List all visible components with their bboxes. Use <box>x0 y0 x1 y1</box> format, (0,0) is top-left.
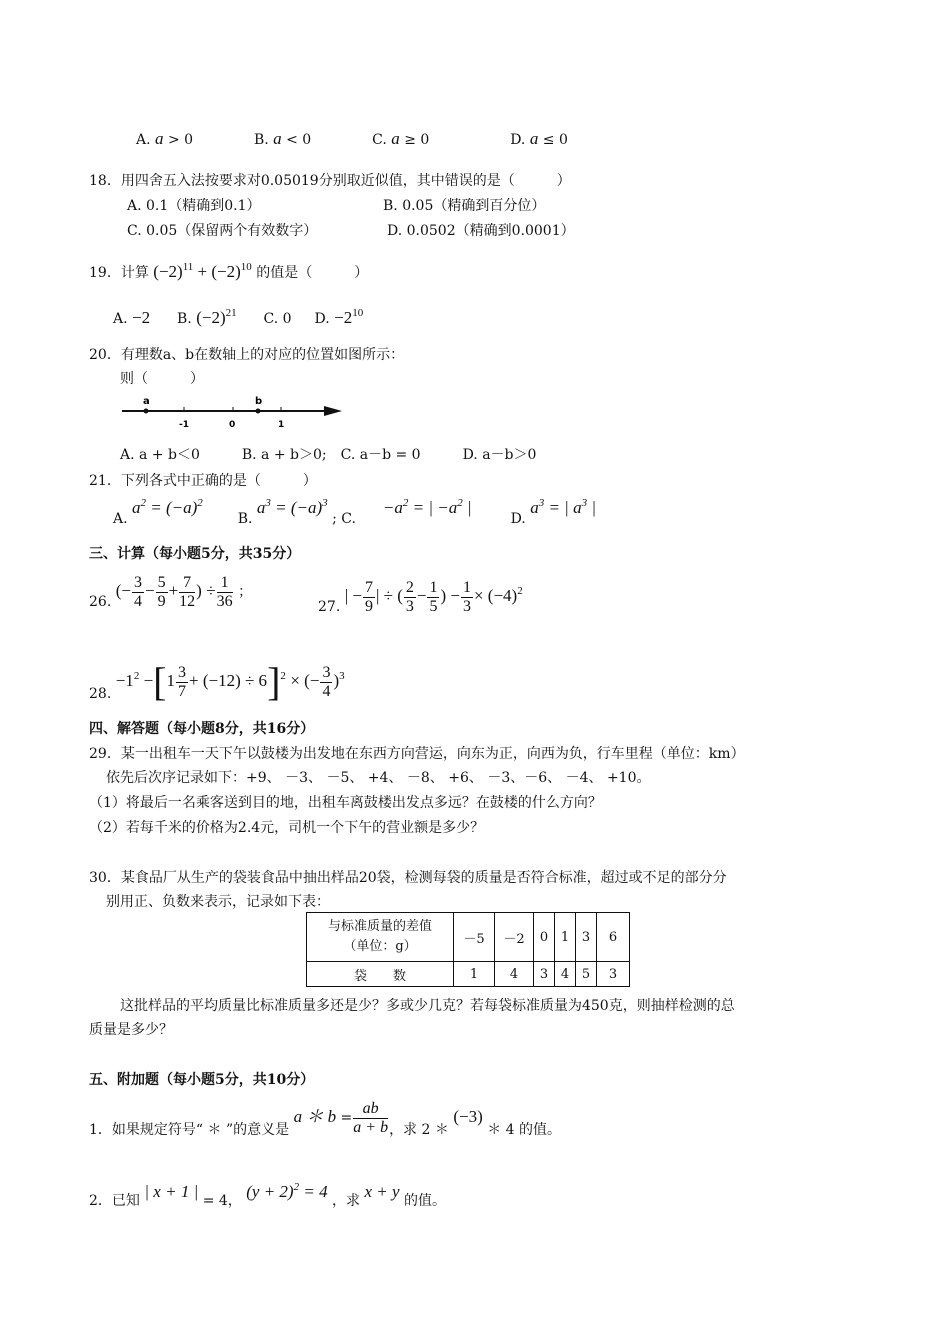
count-cell: 3 <box>597 962 630 987</box>
table-row <box>307 913 630 962</box>
diff-cell: 0 <box>534 913 555 962</box>
header-cell: 与标准质量的差值 （单位：g） <box>307 913 454 962</box>
table-row <box>307 962 630 987</box>
q30-line-4: 质量是多少？ <box>89 1022 173 1038</box>
count-cell: 3 <box>534 962 555 987</box>
q17-options: A. a > 0 B. a < 0 C. a ≥ 0 D. a ≤ 0 <box>136 129 568 148</box>
label-b: b <box>255 396 263 407</box>
tick-label-minus-1: -1 <box>179 420 189 430</box>
diff-cell: 1 <box>555 913 576 962</box>
q19-options: A. −2 B. $(-2)^{21}$ C. 0 D. $-2^{10}$ <box>113 307 364 327</box>
q30-line-3: 这批样品的平均质量比标准质量多还是少？多或少几克？若每袋标准质量为450克，则抽样检测的总 <box>120 998 735 1014</box>
q29-line-1: 29．某一出租车一天下午以鼓楼为出发地在东西方向营运，向东为正，向西为负，行车里程（单位：km） <box>89 746 745 762</box>
count-cell: 4 <box>495 962 534 987</box>
q20-then: 则（ ） <box>120 371 204 387</box>
point-a <box>144 409 149 414</box>
q18-option-b: B. 0.05（精确到百分位） <box>383 198 546 214</box>
q21-options: A. $a^2 = (-a)^2$ B. $a^3 = (-a)^3$ ; C. $-a^2$ = | $-a^2$ | D. $a^3$ = | $a^3$ | <box>113 497 597 527</box>
sample-table <box>306 912 630 987</box>
q29-part-2: （2）若每千米的价格为2.4元，司机一个下午的营业额是多少？ <box>89 820 485 836</box>
q18-stem: 18．用四舍五入法按要求对0.05019分别取近似值，其中错误的是（ ） <box>89 173 571 189</box>
q18-option-c: C. 0.05（保留两个有效数字） <box>127 223 318 239</box>
diff-cell: 6 <box>597 913 630 962</box>
diff-cell: －5 <box>454 913 495 962</box>
tick-label-0: 0 <box>229 420 236 430</box>
problem-27: 27. | − $\frac{7}{9}$ | ÷ ( $\frac{2}{3}$ − $\frac{1}{5}$ ) − $\frac{1}{3}$ × $(-4)^2$ <box>318 578 523 615</box>
count-cell: 5 <box>576 962 597 987</box>
q18-option-a: A. 0.1（精确到0.1） <box>127 198 261 214</box>
tick-label-1: 1 <box>278 420 285 430</box>
q20-stem: 20．有理数a、b在数轴上的对应的位置如图所示： <box>89 347 405 363</box>
problem-26: 26. (− $\frac{3}{4}$ − $\frac{5}{9}$ + $\frac{7}{12}$ ) ÷ $\frac{1}{36}$ ； <box>89 573 253 610</box>
q21-stem: 21．下列各式中正确的是（ ） <box>89 473 317 489</box>
number-line <box>118 392 348 432</box>
q30-line-1: 30．某食品厂从生产的袋装食品中抽出样品20袋，检测每袋的质量是否符合标准，超过或不足的部分分 <box>89 870 727 886</box>
section-3-title: 三、计算（每小题5分，共35分） <box>89 546 301 562</box>
section-4-title: 四、解答题（每小题8分，共16分） <box>89 721 315 737</box>
q29-part-1: （1）将最后一名乘客送到目的地，出租车离鼓楼出发点多远？在鼓楼的什么方向？ <box>89 795 602 811</box>
q19-stem: 19．计算 $(-2)^{11} + (-2)^{10}$ 的值是（ ） <box>89 261 369 281</box>
q20-options: A. a + b＜0 B. a + b＞0; C. a－b = 0 D. a－b＞0 <box>120 447 537 463</box>
count-cell: 4 <box>555 962 576 987</box>
bonus-problem-1: 1．如果规定符号“ ＊ ”的意义是 a ＊ b = $\frac{ab}{a + b}$ ，求 2 ＊ (−3) ＊ 4 的值。 <box>89 1099 562 1138</box>
section-5-title: 五、附加题（每小题5分，共10分） <box>89 1072 315 1088</box>
q29-line-2: 依先后次序记录如下：+9、 －3、 －5、 +4、 －8、 +6、 －3、－6、 －4、 +10。 <box>106 770 651 786</box>
q30-line-2: 别用正、负数来表示，记录如下表： <box>106 894 330 910</box>
q18-option-d: D. 0.0502（精确到0.0001） <box>387 223 575 239</box>
diff-cell: 3 <box>576 913 597 962</box>
label-a: a <box>143 396 150 407</box>
diff-cell: －2 <box>495 913 534 962</box>
bonus-problem-2: 2．已知 | x + 1 | = 4， $(y + 2)^2 = 4$ ，求 x + y 的值。 <box>89 1181 446 1209</box>
count-cell: 1 <box>454 962 495 987</box>
problem-28: 28. $-1^2 -[1$ $\frac{3}{7}$ + (−12) ÷ 6]$^2$ × (− $\frac{3}{4}$ )$^3$ <box>89 659 345 704</box>
count-header-cell: 袋 数 <box>307 962 454 987</box>
point-b <box>256 409 261 414</box>
